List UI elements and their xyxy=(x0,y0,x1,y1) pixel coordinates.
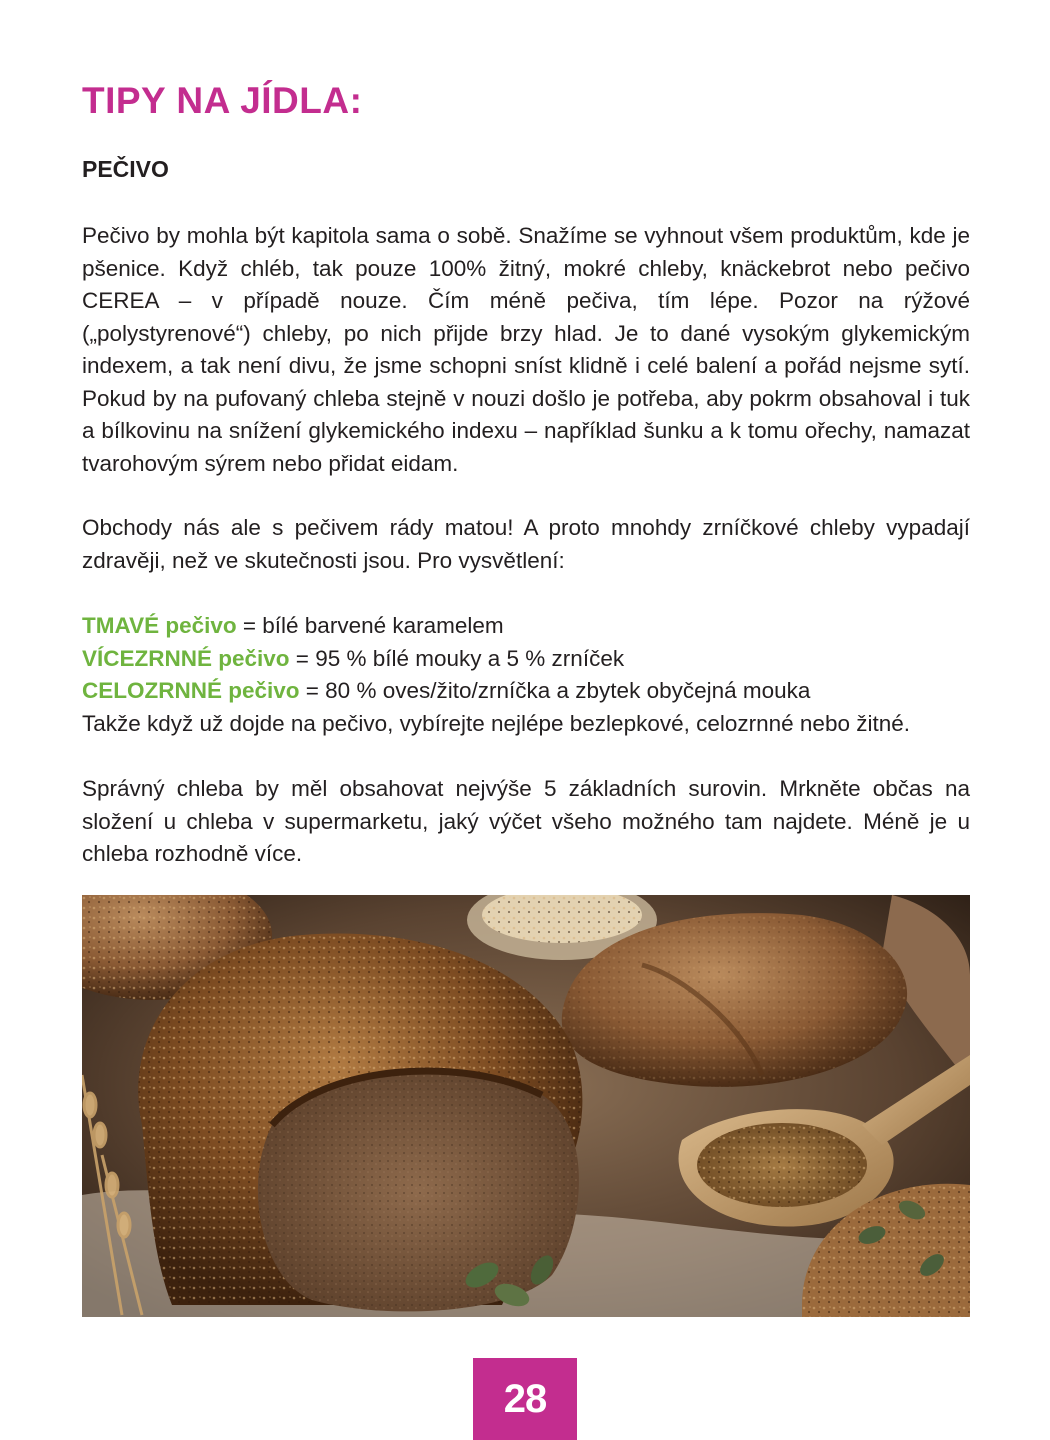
page-heading: TIPY NA JÍDLA: xyxy=(82,80,363,121)
definitions-list xyxy=(82,610,970,740)
bread-illustration xyxy=(82,895,970,1317)
definition-item xyxy=(82,643,970,676)
bread-photo xyxy=(82,895,970,1317)
definition-term: TMAVÉ pečivo xyxy=(82,613,237,638)
definition-term: VÍCEZRNNÉ pečivo xyxy=(82,645,290,671)
paragraph-intro: Pečivo by mohla být kapitola sama o sobě. Snažíme se vyhnout všem produktům, kde je pšenice. Když chléb, tak pouze 100% žitný, mokré chleby, knäckebrot nebo pečivo CEREA – v případě nouze. Čím méně pečiva, tím lépe. Pozor na rýžové („polystyrenové“) chleby, po nich přijde brzy hlad. Je to dané vysokým glykemickým indexem, a tak není divu, že jsme schopni sníst klidně i celé balení a pořád nejsme sytí. Pokud by na pufovaný chleba stejně v nouzi došlo je potřeba, aby pokrm obsahoval i tuk a bílkovinu na snížení glykemického indexu – například šunku a k tomu ořechy, namazat tvarohovým sýrem nebo přidat eidam. xyxy=(82,223,970,476)
definition-term: CELOZRNNÉ pečivo xyxy=(82,678,300,703)
definitions-note: Takže když už dojde na pečivo, vybírejte nejlépe bezlepkové, celozrnné nebo žitné. xyxy=(82,710,911,736)
definition-item xyxy=(82,610,970,643)
paragraph-shops: Obchody nás ale s pečivem rády matou! A proto mnohdy zrníčkové chleby vypadají zdravěji, než ve skutečnosti jsou. Pro vysvětlení: xyxy=(82,515,970,573)
page-number: 28 xyxy=(503,1376,547,1421)
paragraph-ingredients: Správný chleba by měl obsahovat nejvýše 5 základních surovin. Mrkněte občas na složení u chleba v supermarketu, jaký výčet všeho možného tam najdete. Méně je u chleba rozhodně více. xyxy=(82,776,970,866)
definition-text: = 95 % bílé mouky a 5 % zrníček xyxy=(289,645,625,671)
definition-item xyxy=(82,675,970,708)
definition-text: = bílé barvené karamelem xyxy=(236,613,504,638)
section-title: PEČIVO xyxy=(82,156,169,182)
definition-text: = 80 % oves/žito/zrníčka a zbytek obyčejná mouka xyxy=(299,678,811,703)
page-number-box xyxy=(473,1358,577,1440)
